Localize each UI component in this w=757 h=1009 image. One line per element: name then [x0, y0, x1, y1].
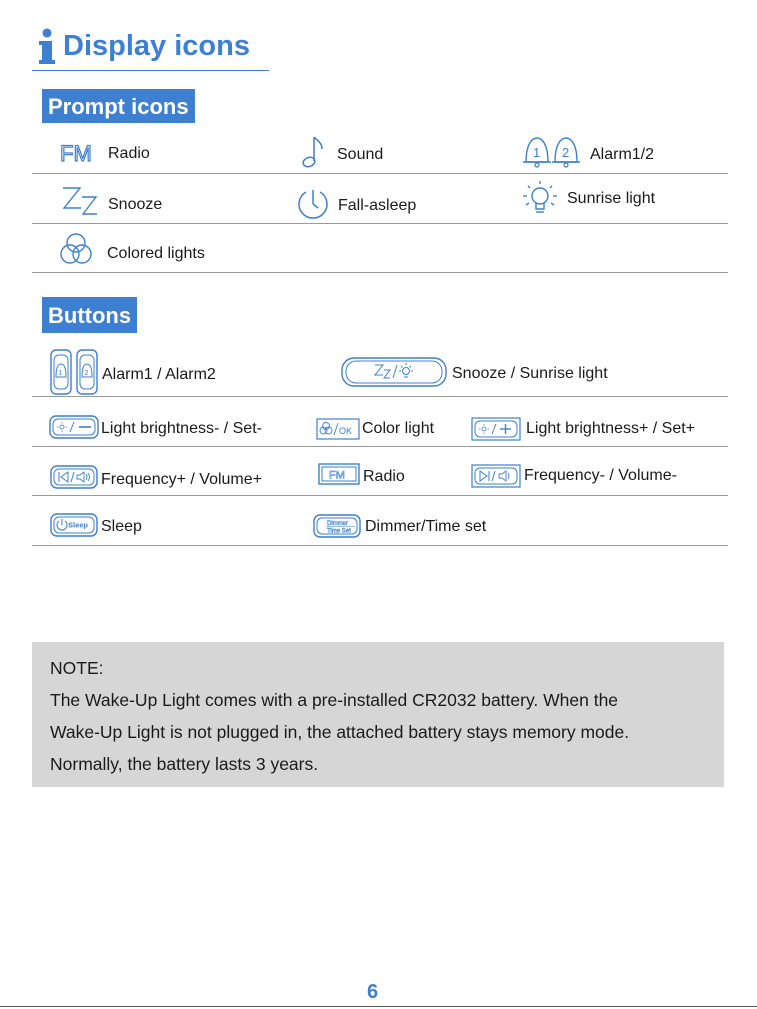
footer-rule [0, 1006, 757, 1007]
prompt-icons-heading: Prompt icons [42, 89, 195, 123]
svg-text:1: 1 [58, 370, 63, 377]
sleep-button-icon [50, 513, 98, 537]
button-label-brightness-plus: Light brightness+ / Set+ [526, 420, 695, 437]
prompt-label-snooze: Snooze [108, 196, 163, 213]
ok-text: OK [339, 426, 353, 436]
svg-text:2: 2 [84, 370, 89, 377]
button-label-sleep: Sleep [101, 518, 142, 535]
info-icon [38, 28, 58, 66]
divider [32, 545, 728, 546]
note-line-1: The Wake-Up Light comes with a pre-installed CR2032 battery. When the [50, 690, 619, 710]
fm-icon [59, 141, 101, 165]
divider [32, 396, 728, 397]
divider [32, 495, 728, 496]
button-label-brightness-minus: Light brightness- / Set- [101, 420, 262, 437]
freq-vol-minus-button-icon [471, 464, 521, 488]
prompt-label-sound: Sound [337, 146, 384, 163]
note-box [32, 642, 724, 787]
prompt-label-fall-asleep: Fall-asleep [338, 197, 417, 214]
fm-text: FM [329, 469, 345, 482]
button-label-alarm: Alarm1 / Alarm2 [102, 366, 216, 383]
prompt-label-sunrise: Sunrise light [567, 190, 656, 207]
prompt-label-alarm: Alarm1/2 [590, 146, 655, 163]
color-ok-button-icon [316, 418, 360, 440]
note-line-2: Wake-Up Light is not plugged in, the attached battery stays memory mode. [50, 722, 630, 742]
divider [32, 272, 728, 273]
zz-icon [60, 184, 100, 218]
note-line-3: Normally, the battery lasts 3 years. [50, 754, 319, 774]
button-label-freq-vol-minus: Frequency- / Volume- [524, 467, 677, 484]
dimmer-time-set-button-icon [313, 514, 361, 538]
buttons-heading: Buttons [42, 297, 137, 333]
divider [32, 223, 728, 224]
button-label-radio: Radio [363, 468, 405, 485]
page-title: Display icons [63, 30, 250, 62]
button-label-freq-vol-plus: Frequency+ / Volume+ [101, 471, 262, 488]
divider [32, 446, 728, 447]
alarm-bells-icon [522, 132, 584, 168]
svg-text:FM: FM [60, 141, 92, 165]
time-set-button-text: Time Set [327, 528, 351, 535]
alarm-buttons-icon [50, 349, 98, 395]
title-underline [32, 70, 269, 71]
button-label-color-light: Color light [362, 420, 435, 437]
snooze-sunrise-button-icon [341, 357, 447, 387]
rgb-circles-icon [58, 230, 94, 268]
svg-text:2: 2 [562, 145, 570, 160]
timer-icon [296, 186, 330, 220]
button-label-dimmer: Dimmer/Time set [365, 518, 487, 535]
prompt-label-radio: Radio [108, 145, 150, 162]
freq-vol-plus-button-icon [50, 465, 98, 489]
divider [32, 173, 728, 174]
music-note-icon [300, 133, 326, 171]
brightness-plus-button-icon [471, 417, 521, 441]
svg-text:1: 1 [533, 145, 541, 160]
brightness-minus-button-icon [49, 415, 99, 439]
sleep-button-text: Sleep [68, 520, 89, 530]
dimmer-button-text: Dimmer [327, 521, 348, 527]
bulb-icon [520, 178, 560, 218]
fm-button-icon [318, 463, 360, 485]
button-label-snooze-sunrise: Snooze / Sunrise light [452, 365, 608, 382]
prompt-label-colored-lights: Colored lights [107, 245, 205, 262]
note-title: NOTE: [50, 658, 104, 678]
page-number: 6 [367, 981, 379, 1003]
